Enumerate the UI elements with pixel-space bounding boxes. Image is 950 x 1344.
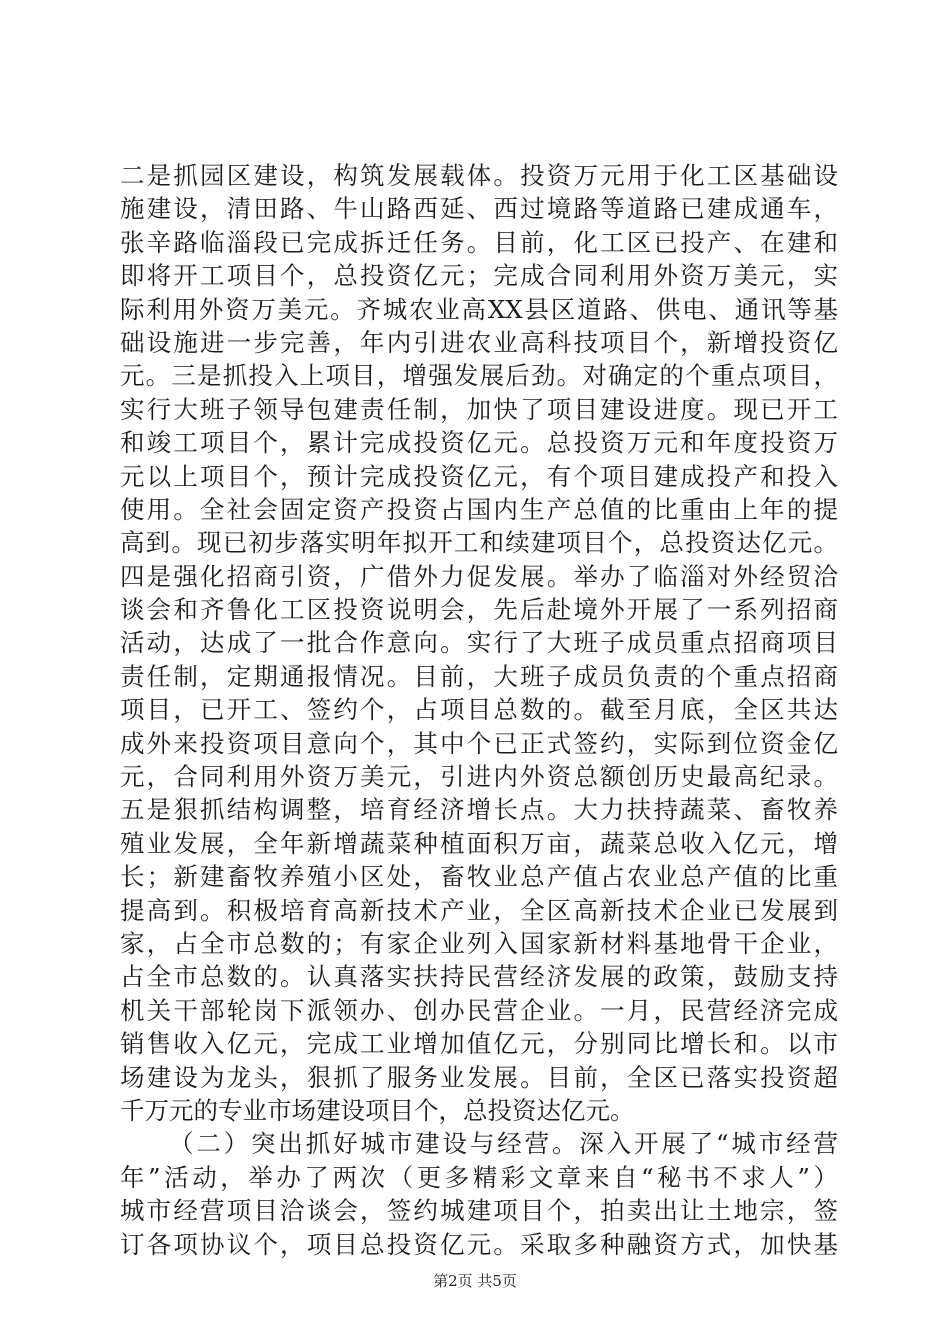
text-line: 提高到。积极培育高新技术产业，全区高新技术企业已发展到	[120, 895, 838, 925]
text-line: 和竣工项目个，累计完成投资亿元。总投资万元和年度投资万	[120, 428, 838, 458]
text-line: 即将开工项目个，总投资亿元；完成合同利用外资万美元，实	[120, 261, 838, 291]
text-line: 殖业发展，全年新增蔬菜种植面积万亩，蔬菜总收入亿元，增	[120, 828, 838, 858]
text-line: 际利用外资万美元。齐城农业高XX县区道路、供电、通讯等基	[120, 294, 838, 324]
text-line: 年”活动，举办了两次（更多精彩文章来自“秘书不求人”）	[120, 1162, 838, 1192]
text-line: 销售收入亿元，完成工业增加值亿元，分别同比增长和。以市	[120, 1029, 838, 1059]
text-line: 四是强化招商引资，广借外力促发展。举办了临淄对外经贸洽	[120, 561, 838, 591]
text-line: 元。三是抓投入上项目，增强发展后劲。对确定的个重点项目，	[120, 361, 838, 391]
text-line: 城市经营项目洽谈会，签约城建项目个，拍卖出让土地宗，签	[120, 1196, 838, 1226]
text-line: 千万元的专业市场建设项目个，总投资达亿元。	[120, 1095, 635, 1125]
paragraph	[120, 159, 838, 1127]
text-line: 成外来投资项目意向个，其中个已正式签约，实际到位资金亿	[120, 728, 838, 758]
text-line: 二是抓园区建设，构筑发展载体。投资万元用于化工区基础设	[120, 161, 838, 190]
text-line: 础设施进一步完善，年内引进农业高科技项目个，新增投资亿	[120, 327, 838, 357]
text-line: 元，合同利用外资万美元，引进内外资总额创历史最高纪录。	[120, 762, 838, 792]
text-line: 高到。现已初步落实明年拟开工和续建项目个，总投资达亿元。	[120, 528, 838, 558]
text-line: 元以上项目个，预计完成投资亿元，有个项目建成投产和投入	[120, 461, 838, 491]
text-line: （二）突出抓好城市建设与经营。深入开展了“城市经营	[169, 1129, 838, 1159]
text-line: 活动，达成了一批合作意向。实行了大班子成员重点招商项目	[120, 628, 838, 658]
text-line: 机关干部轮岗下派领办、创办民营企业。一月，民营经济完成	[120, 995, 838, 1025]
text-line: 长；新建畜牧养殖小区处，畜牧业总产值占农业总产值的比重	[120, 862, 838, 892]
text-line: 五是狠抓结构调整，培育经济增长点。大力扶持蔬菜、畜牧养	[120, 795, 838, 825]
text-line: 张辛路临淄段已完成拆迁任务。目前，化工区已投产、在建和	[120, 227, 838, 257]
text-line: 场建设为龙头，狠抓了服务业发展。目前，全区已落实投资超	[120, 1062, 838, 1092]
text-line: 家，占全市总数的；有家企业列入国家新材料基地骨干企业，	[120, 928, 838, 958]
text-line: 项目，已开工、签约个，占项目总数的。截至月底，全区共达	[120, 695, 838, 725]
text-line: 责任制，定期通报情况。目前，大班子成员负责的个重点招商	[120, 661, 838, 691]
text-line: 占全市总数的。认真落实扶持民营经济发展的政策，鼓励支持	[120, 962, 838, 992]
text-line: 施建设，清田路、牛山路西延、西过境路等道路已建成通车，	[120, 194, 838, 224]
paragraph	[120, 1127, 838, 1261]
text-line: 谈会和齐鲁化工区投资说明会，先后赴境外开展了一系列招商	[120, 595, 838, 625]
text-line: 实行大班子领导包建责任制，加快了项目建设进度。现已开工	[120, 394, 838, 424]
document-body	[120, 159, 838, 1261]
text-line: 使用。全社会固定资产投资占国内生产总值的比重由上年的提	[120, 494, 838, 524]
page-footer: 第2页 共5页	[433, 1272, 517, 1290]
text-line: 订各项协议个，项目总投资亿元。采取多种融资方式，加快基	[120, 1229, 838, 1259]
